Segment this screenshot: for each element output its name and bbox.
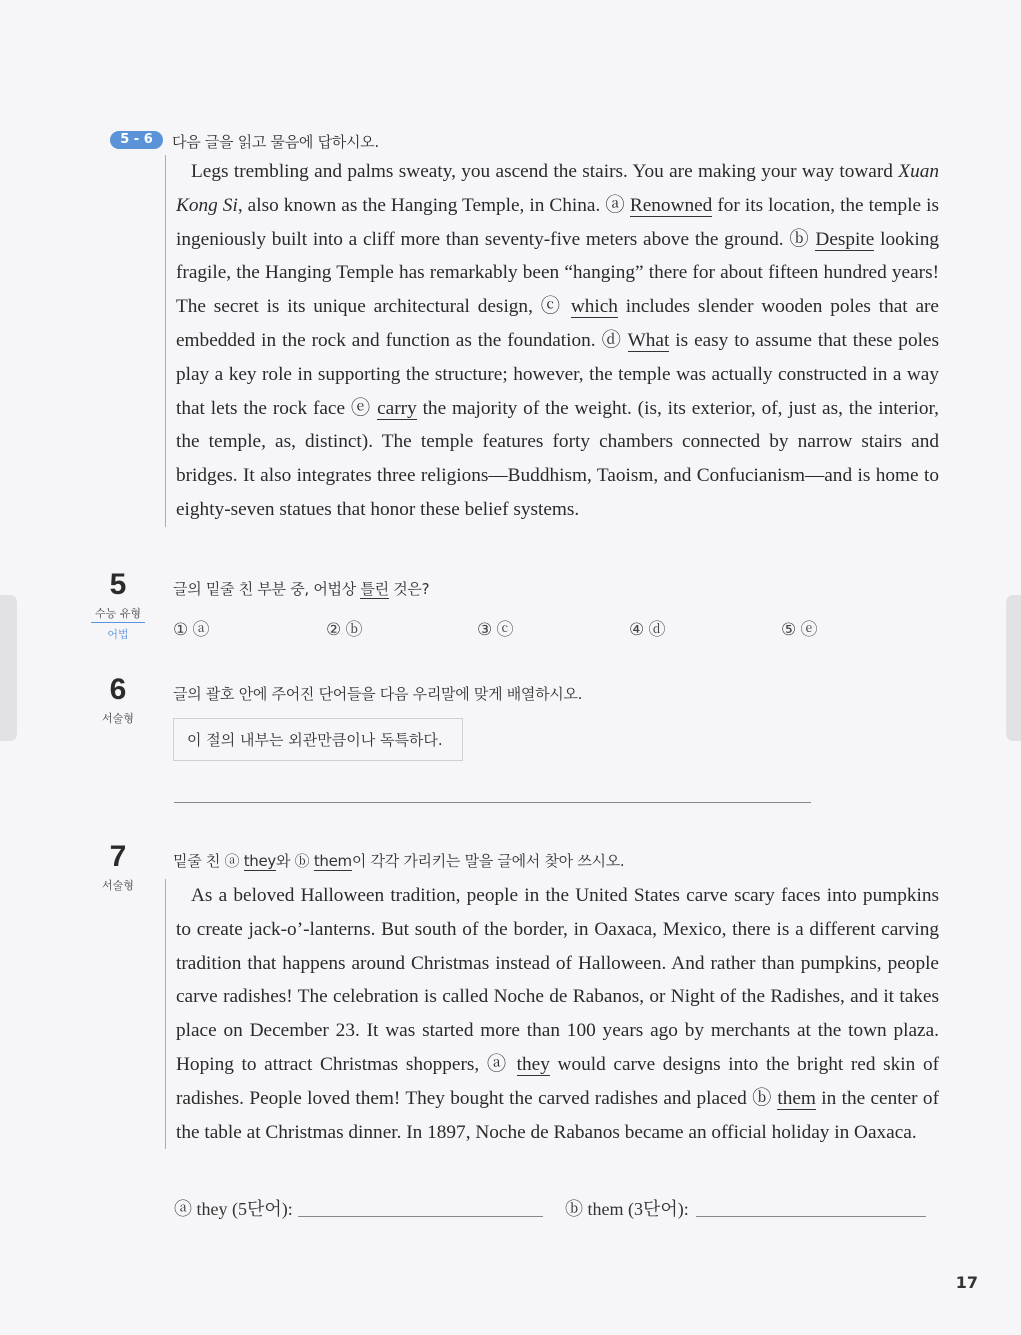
underlined-carry: carry	[377, 397, 417, 419]
question-6-number: 6	[109, 673, 127, 706]
underlined-what: What	[627, 329, 670, 351]
marker-d: ⓓ	[601, 329, 622, 351]
korean-sentence-box: 이 절의 내부는 외관만큼이나 독특하다.	[173, 718, 463, 761]
question-7-prompt: 밑줄 친 ⓐ they와 ⓑ them이 각각 가리키는 말을 글에서 찾아 쓰시오.	[173, 852, 625, 870]
marker-a: ⓐ	[486, 1053, 509, 1075]
underlined-them: them	[777, 1087, 816, 1109]
answer-b-line[interactable]	[696, 1216, 926, 1217]
passage-hanging-temple: Legs trembling and palms sweaty, you ascend the stairs. You are making your way toward Xuan Kong Si, also known as the Hanging Temple, in China. ⓐ Renowned for its location, the temple is ingeniously built into a cliff more than seventy-five meters above the ground. ⓑ Despite looking fragile, the Hanging Temple has remarkably been “hanging” there for about fifteen hundred years! The secret is its unique architectural design, ⓒ which includes slender wooden poles that are embedded in the rock and function as the foundation. ⓓ What is easy to assume that these poles play a key role in supporting the structure; however, the temple was actually constructed in a way that lets the rock face ⓔ carry the majority of the weight. (is, its exterior, of, just as, the interior, the temple, as, distinct). The temple features forty chambers connected by narrow stairs and bridges. It also integrates three religions—Buddhism, Taoism, and Confucianism—and is home to eighty-seven statues that honor these belief systems.	[165, 155, 939, 527]
answer-a-label: ⓐ they (5단어):	[174, 1199, 293, 1219]
marker-c: ⓒ	[540, 296, 563, 318]
question-5-category-tag: 어법	[107, 628, 129, 641]
question-5-prompt: 글의 밑줄 친 부분 중, 어법상 틀린 것은?	[173, 580, 430, 598]
underlined-they: they	[516, 1053, 550, 1075]
choice-4[interactable]: ④ ⓓ	[629, 620, 666, 639]
marker-b: ⓑ	[789, 228, 810, 250]
choice-2[interactable]: ② ⓑ	[326, 620, 363, 639]
answer-b-label: ⓑ them (3단어):	[565, 1199, 689, 1219]
marker-e: ⓔ	[350, 397, 372, 419]
answer-a-line[interactable]	[298, 1216, 543, 1217]
underlined-despite: Despite	[815, 228, 875, 250]
right-page-tab[interactable]	[1006, 595, 1021, 741]
passage-noche-de-rabanos: As a beloved Halloween tradition, people in the United States carve scary faces into pumpkins to create jack-o’-lanterns. But south of the border, in Oaxaca, Mexico, there is a different carving tradition that happens around Christmas instead of Halloween. And rather than pumpkins, people carve radishes! The celebration is called Noche de Rabanos, or Night of the Radishes, and it takes place on December 23. It was started more than 100 years ago by merchants at the town plaza. Hoping to attract Christmas shoppers, ⓐ they would carve designs into the bright red skin of radishes. People loved them! They bought the carved radishes and placed ⓑ them in the center of the table at Christmas dinner. In 1897, Noche de Rabanos became an official holiday in Oaxaca.	[165, 879, 939, 1149]
left-page-tab[interactable]	[0, 595, 17, 741]
question-7-number: 7	[109, 840, 127, 873]
tag-divider	[91, 622, 145, 623]
question-5-type-tag: 수능 유형	[94, 607, 141, 620]
underlined-which: which	[570, 296, 618, 318]
question-6-tag: 서술형	[102, 712, 134, 725]
marker-a: ⓐ	[605, 194, 625, 216]
marker-b: ⓑ	[752, 1087, 772, 1109]
question-range-badge: 5 - 6	[110, 131, 163, 149]
question-7-tag: 서술형	[102, 879, 134, 892]
section-instruction: 다음 글을 읽고 물음에 답하시오.	[172, 133, 379, 151]
question-5-number: 5	[109, 568, 127, 601]
answer-line-6[interactable]	[174, 802, 811, 803]
choice-3[interactable]: ③ ⓒ	[477, 620, 514, 639]
choice-5[interactable]: ⑤ ⓔ	[781, 620, 818, 639]
page-number: 17	[955, 1273, 978, 1292]
underlined-renowned: Renowned	[629, 194, 713, 216]
question-6-prompt: 글의 괄호 안에 주어진 단어들을 다음 우리말에 맞게 배열하시오.	[173, 685, 583, 703]
choice-1[interactable]: ① ⓐ	[173, 620, 210, 639]
